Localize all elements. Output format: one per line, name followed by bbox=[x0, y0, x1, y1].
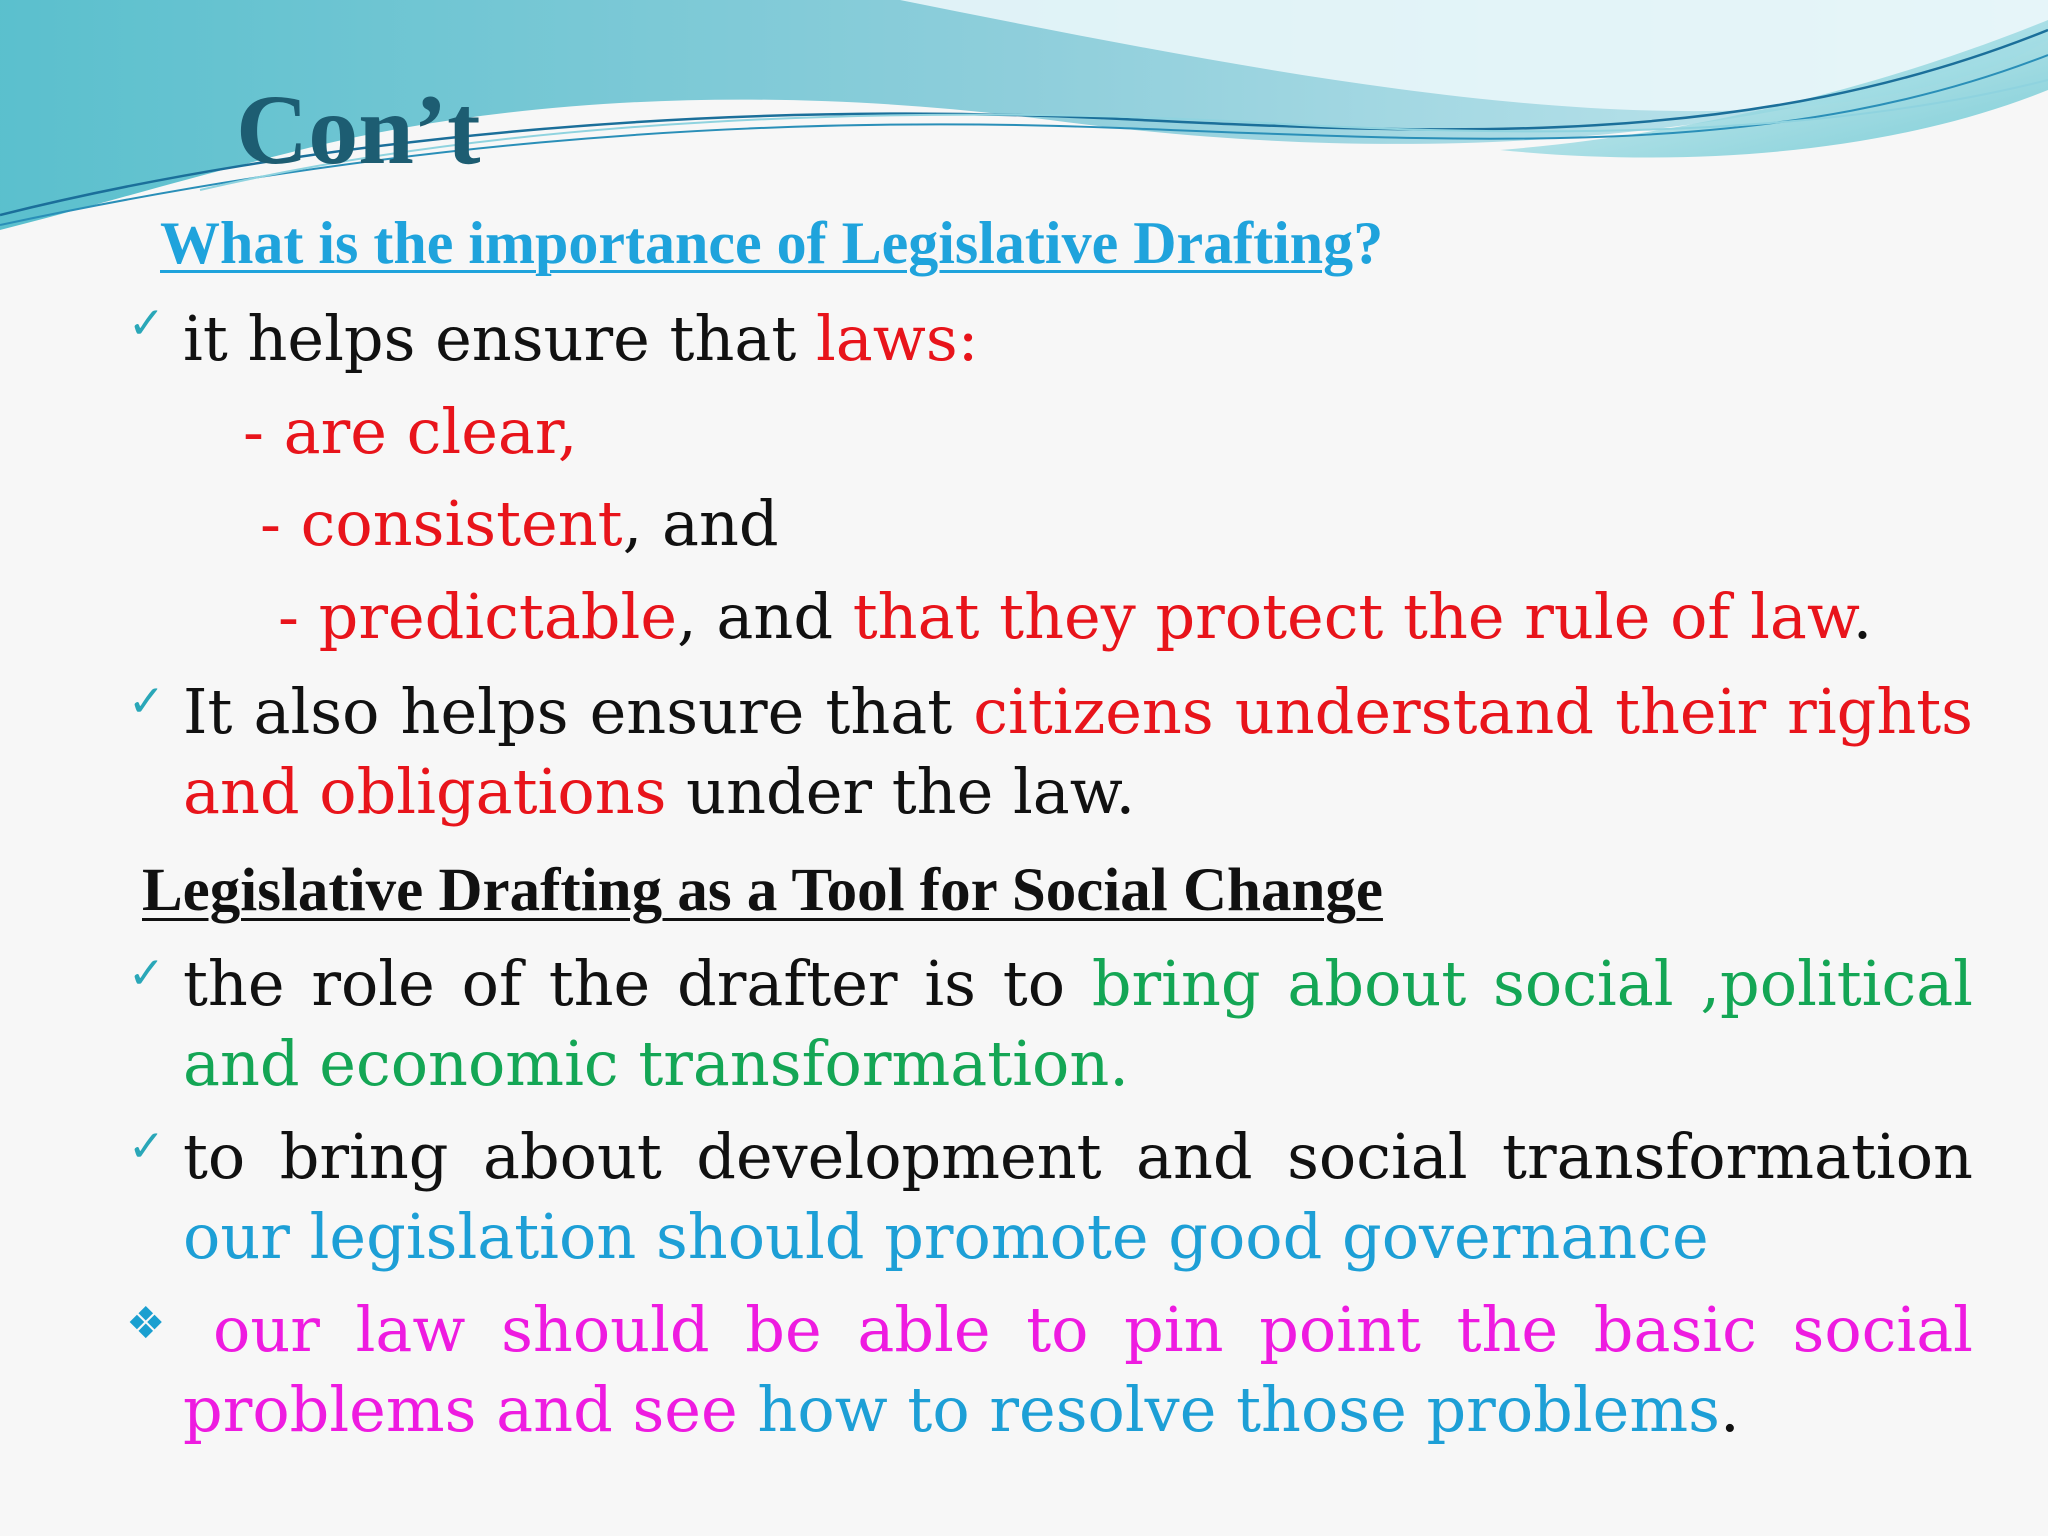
sub-item-consistent-highlight: - consistent bbox=[260, 487, 623, 560]
bullet-problems-line1: our law should be able to pin point the basic social bbox=[213, 1293, 1973, 1366]
sub-item-consistent bbox=[260, 487, 779, 560]
bullet-obligations-highlight: and obligations bbox=[183, 755, 667, 828]
bullet-laws-highlight: laws: bbox=[815, 302, 979, 375]
checkmark-icon: ✓ bbox=[128, 1121, 165, 1172]
bullet-drafter-line1 bbox=[183, 947, 1973, 1020]
sub-item-predictable-highlight: - predictable bbox=[278, 580, 678, 653]
section-heading: Legislative Drafting as a Tool for Social Change bbox=[142, 857, 1383, 924]
bullet-development-line1: to bring about development and social transformation bbox=[183, 1120, 1973, 1193]
sub-item-consistent-tail: , and bbox=[622, 487, 779, 560]
bullet-development-line2: our legislation should promote good governance bbox=[183, 1200, 1709, 1273]
bullet-laws-text: it helps ensure that bbox=[183, 302, 816, 375]
diamond-bullet-icon: ❖ bbox=[126, 1298, 166, 1349]
bullet-citizens-line1 bbox=[183, 675, 1974, 748]
bullet-problems-line2 bbox=[183, 1373, 1740, 1446]
sub-item-period: . bbox=[1852, 580, 1873, 653]
sub-item-predictable bbox=[278, 580, 1873, 653]
bullet-drafter-text: the role of the drafter is to bbox=[183, 947, 1092, 1020]
sub-item-clear: - are clear, bbox=[243, 395, 578, 468]
bullet-laws bbox=[183, 302, 979, 375]
checkmark-icon: ✓ bbox=[128, 676, 165, 727]
bullet-problems-period: . bbox=[1719, 1373, 1740, 1446]
slide-title: Con’t bbox=[236, 74, 481, 185]
question-mark: ? bbox=[1353, 210, 1384, 276]
sub-item-rule-of-law: that they protect the rule of law bbox=[852, 580, 1853, 653]
bullet-obligations-tail: under the law. bbox=[666, 755, 1136, 828]
bullet-citizens-highlight: citizens understand their rights bbox=[973, 675, 1974, 748]
bullet-citizens-text: It also helps ensure that bbox=[183, 675, 974, 748]
checkmark-icon: ✓ bbox=[128, 948, 165, 999]
sub-item-predictable-mid: , and bbox=[677, 580, 853, 653]
bullet-problems-resolve: how to resolve those problems bbox=[757, 1373, 1720, 1446]
question-text: What is the importance of Legislative Drafting bbox=[160, 210, 1354, 276]
bullet-drafter-highlight: bring about social ,political bbox=[1091, 947, 1973, 1020]
slide-subtitle-question bbox=[160, 210, 1383, 276]
bullet-citizens-line2 bbox=[183, 755, 1136, 828]
bullet-problems-highlight: problems and see bbox=[183, 1373, 758, 1446]
bullet-drafter-line2: and economic transformation. bbox=[183, 1027, 1129, 1100]
checkmark-icon: ✓ bbox=[128, 298, 165, 349]
